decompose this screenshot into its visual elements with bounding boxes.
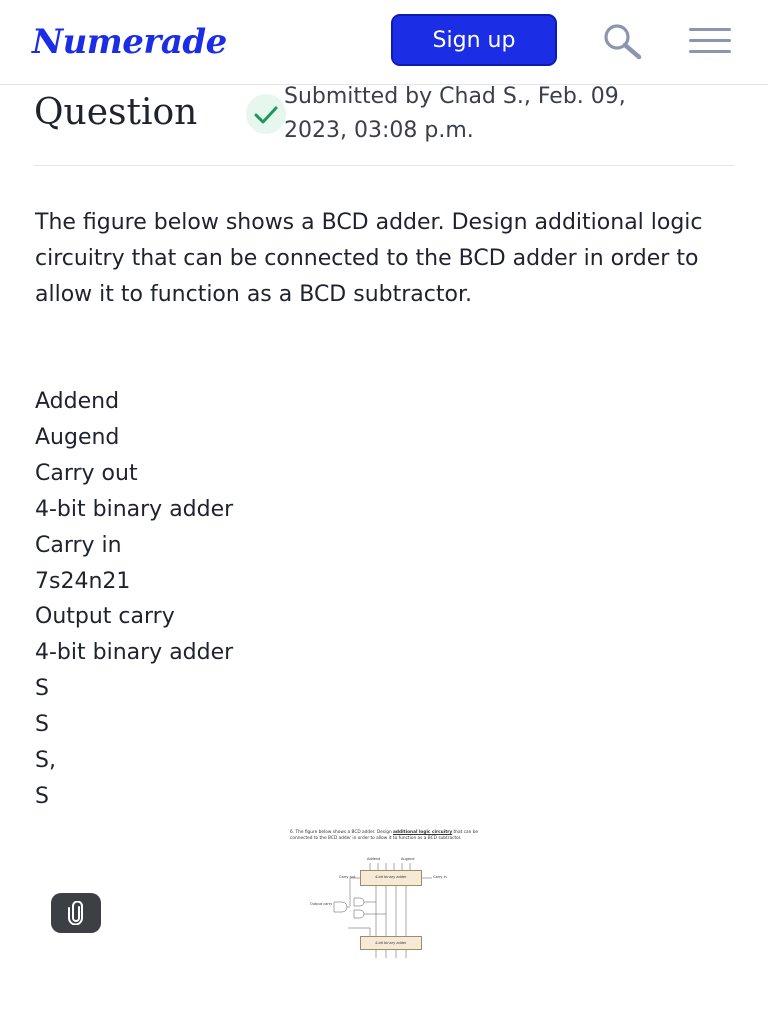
menu-icon[interactable] (689, 28, 731, 54)
sign-up-button[interactable]: Sign up (391, 14, 557, 66)
figure-output-carry-label: Output carry (310, 902, 333, 906)
submitted-date: 2023, 03:08 p.m. (284, 118, 474, 143)
top-bar (0, 0, 768, 85)
figure-carry-out-label: Carry out (339, 875, 356, 879)
question-line: 7s24n21 (35, 568, 131, 594)
question-line: Addend (35, 389, 120, 414)
submitted-by: Submitted by Chad S., Feb. 09, (284, 84, 626, 109)
question-line: 4-bit binary adder (35, 640, 234, 666)
question-line: S (35, 712, 49, 738)
question-line: 4-bit binary adder (35, 496, 234, 522)
question-line: Carry out (35, 460, 138, 486)
attachment-button[interactable] (51, 893, 101, 933)
question-line: Carry in (35, 532, 122, 558)
question-text (35, 205, 725, 313)
verified-check-icon (246, 94, 286, 134)
submission-info (284, 80, 724, 148)
figure-carry-in-label: Carry in (433, 875, 447, 879)
question-line: S (35, 676, 49, 702)
figure-augend-label: Augend (401, 857, 415, 861)
question-line: Augend (35, 424, 120, 450)
question-heading: Question (34, 92, 198, 133)
search-icon[interactable] (600, 22, 644, 62)
paperclip-icon (66, 901, 86, 925)
bcd-adder-figure (290, 828, 490, 968)
numerade-logo[interactable]: Numerade (32, 22, 227, 62)
question-extracted-lines (35, 384, 233, 815)
question-line: S, (35, 748, 56, 774)
adder-block-bottom: 4-bit binary adder (360, 936, 422, 950)
question-line: Output carry (35, 604, 175, 630)
question-line: S (35, 783, 49, 809)
figure-caption: 6. The figure below shows a BCD adder. Design additional logic circuitry that can be connected to the BCD adder in order to allow it to function as a BCD subtractor. (290, 830, 479, 841)
figure-addend-label: Addend (367, 857, 381, 861)
divider (34, 165, 734, 166)
question-paragraph: The figure below shows a BCD adder. Design additional logic circuitry that can be connected to the BCD adder in order to allow it to function as a BCD subtractor. (35, 210, 703, 307)
adder-block-top: 4-bit binary adder (360, 870, 422, 886)
